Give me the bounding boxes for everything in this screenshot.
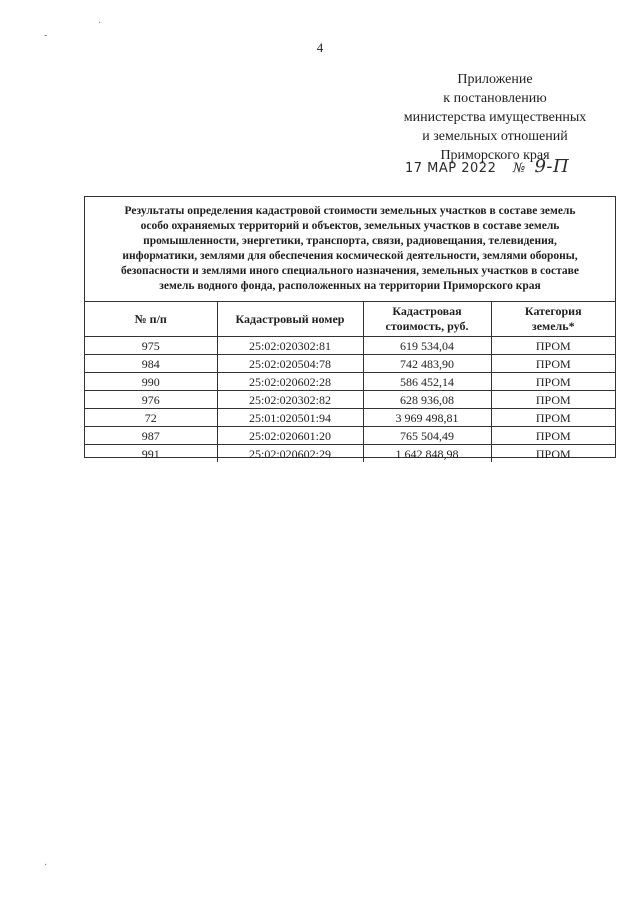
cell-cadastral-number: 25:02:020302:82	[217, 391, 363, 409]
cell-cost: 765 504,49	[363, 427, 491, 445]
cell-cost: 1 642 848,98	[363, 445, 491, 463]
cell-cadastral-number: 25:02:020504:78	[217, 355, 363, 373]
header-category	[491, 302, 615, 337]
cell-num: 987	[85, 427, 217, 445]
cell-category: ПРОМ	[491, 355, 615, 373]
cell-cost: 628 936,08	[363, 391, 491, 409]
table-row	[85, 355, 615, 373]
cell-num: 976	[85, 391, 217, 409]
table-row	[85, 409, 615, 427]
header-category-line: Категория	[524, 304, 582, 318]
scan-speck: -	[44, 30, 48, 41]
cell-category: ПРОМ	[491, 337, 615, 355]
cell-cost: 586 452,14	[363, 373, 491, 391]
appendix-line: к постановлению	[443, 91, 547, 106]
table-row	[85, 373, 615, 391]
cell-category: ПРОМ	[491, 409, 615, 427]
table-row	[85, 427, 615, 445]
decree-stamp	[405, 156, 569, 177]
cell-num: 975	[85, 337, 217, 355]
caption-line: особо охраняемых территорий и объектов, земельных участков в составе земель	[140, 220, 560, 232]
header-cadastral-number: Кадастровый номер	[217, 302, 363, 337]
page-number: 4	[316, 40, 324, 55]
scan-speck: ·	[98, 18, 102, 29]
cell-num: 72	[85, 409, 217, 427]
cell-category: ПРОМ	[491, 391, 615, 409]
header-cost-line: стоимость, руб.	[385, 319, 469, 333]
cell-cost: 3 969 498,81	[363, 409, 491, 427]
appendix-line: и земельных отношений	[422, 129, 568, 144]
cell-category: ПРОМ	[491, 445, 615, 463]
cell-cadastral-number: 25:02:020602:29	[217, 445, 363, 463]
table-header-row	[85, 302, 615, 337]
header-category-line: земель*	[531, 319, 575, 333]
table-row	[85, 445, 615, 463]
header-num: № п/п	[85, 302, 217, 337]
table-row	[85, 337, 615, 355]
caption-line: безопасности и землями иного специального назначения, земельных участков в составе	[121, 265, 579, 277]
caption-line: земель водного фонда, расположенных на территории Приморского края	[159, 280, 541, 292]
caption-line: информатики, землями для обеспечения космической деятельности, землями обороны,	[122, 250, 578, 262]
cell-cadastral-number: 25:02:020601:20	[217, 427, 363, 445]
cadastral-results-table	[84, 196, 616, 461]
cell-category: ПРОМ	[491, 373, 615, 391]
decree-number-sign: №	[512, 161, 526, 176]
caption-line: промышленности, энергетики, транспорта, связи, радиовещания, телевидения,	[143, 235, 557, 247]
cell-cadastral-number: 25:01:020501:94	[217, 409, 363, 427]
appendix-line: Приложение	[457, 72, 533, 87]
appendix-line: министерства имущественных	[403, 110, 587, 125]
cell-num: 991	[85, 445, 217, 463]
cell-category: ПРОМ	[491, 427, 615, 445]
cell-cadastral-number: 25:02:020302:81	[217, 337, 363, 355]
cell-cost: 619 534,04	[363, 337, 491, 355]
caption-line: Результаты определения кадастровой стоимости земельных участков в составе земель	[124, 205, 576, 217]
table-row	[85, 391, 615, 409]
data-table	[85, 301, 615, 462]
header-cost-line: Кадастровая	[392, 304, 462, 318]
table-caption	[85, 197, 615, 301]
cell-num: 990	[85, 373, 217, 391]
decree-number: 9-П	[534, 156, 570, 177]
cell-num: 984	[85, 355, 217, 373]
cell-cost: 742 483,90	[363, 355, 491, 373]
cell-cadastral-number: 25:02:020602:28	[217, 373, 363, 391]
scan-speck: ·	[44, 860, 48, 871]
decree-date: 17 МАР 2022	[405, 161, 497, 176]
appendix-header	[380, 70, 610, 165]
appendix-line: Приморского края	[440, 148, 550, 163]
header-cost	[363, 302, 491, 337]
